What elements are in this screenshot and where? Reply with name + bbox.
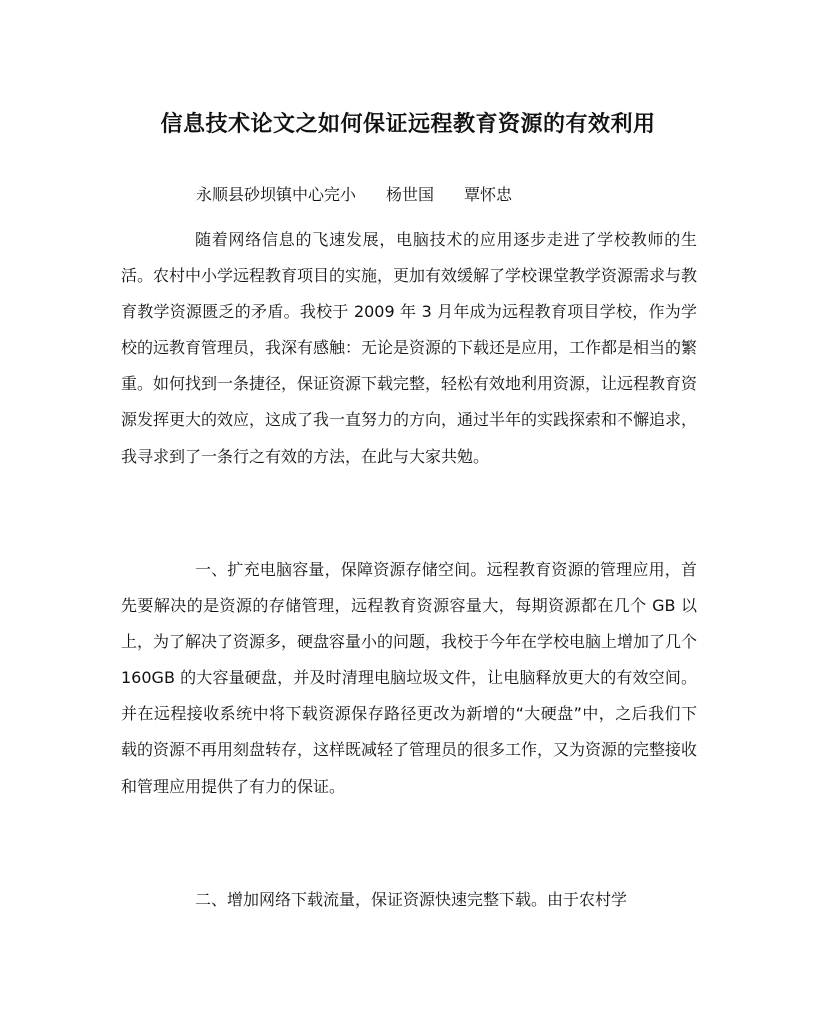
paragraph-intro: 随着网络信息的飞速发展，电脑技术的应用逐步走进了学校教师的生活。农村中小学远程教育项目的实施，更加有效缓解了学校课堂教学资源需求与教育教学资源匮乏的矛盾。我校于 2009 年 3 月年成为远程教育项目学校，作为学校的远教育管理员，我深有感触：无论是资源的下载还是应用，工作都是相当的繁重。如何找到一条捷径，保证资源下载完整，轻松有效地利用资源，让远程教育资源发挥更大的效应，这成了我一直努力的方向，通过半年的实践探索和不懈追求，我寻求到了一条行之有效的方法，在此与大家共勉。 <box>121 230 698 466</box>
author-line <box>196 180 512 210</box>
paragraph-section-1: 一、扩充电脑容量，保障资源存储空间。远程教育资源的管理应用，首先要解决的是资源的存储管理，远程教育资源容量大，每期资源都在几个 GB 以上，为了解决了资源多，硬盘容量小的问题，我校于今年在学校电脑上增加了几个 160GB 的大容量硬盘，并及时清理电脑垃圾文件，让电脑释放更大的有效空间。并在远程接收系统中将下载资源保存路径更改为新增的“大硬盘”中，之后我们下载的资源不再用刻盘转存，这样既减轻了管理员的很多工作，又为资源的完整接收和管理应用提供了有力的保证。 <box>121 560 698 796</box>
document-title: 信息技术论文之如何保证远程教育资源的有效利用 <box>160 111 656 137</box>
author-school: 永顺县砂坝镇中心完小 <box>196 185 357 204</box>
author-name-2: 覃怀忠 <box>464 185 513 204</box>
paragraph-section-2: 二、增加网络下载流量，保证资源快速完整下载。由于农村学 <box>195 890 628 909</box>
author-name-1: 杨世国 <box>386 185 435 204</box>
